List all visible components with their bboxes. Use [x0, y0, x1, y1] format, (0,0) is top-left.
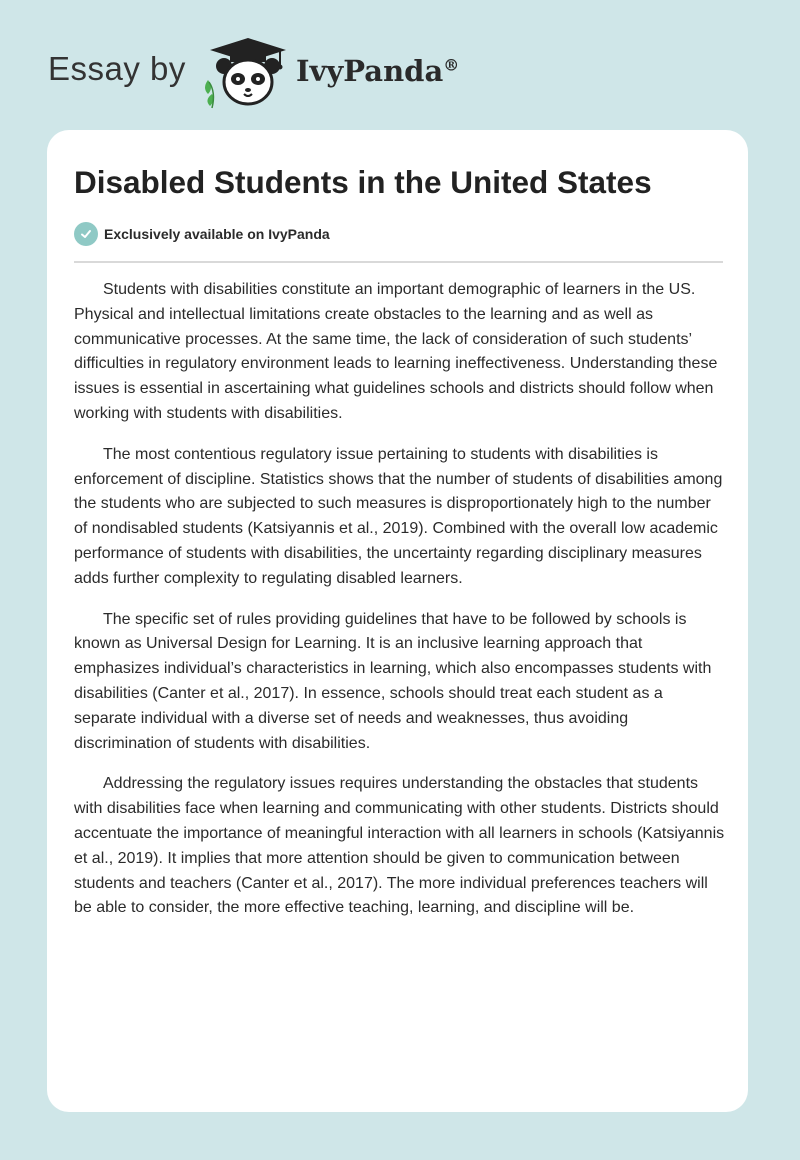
brand-name[interactable]	[296, 54, 459, 88]
ivypanda-logo-icon[interactable]	[200, 36, 292, 110]
registered-mark: ®	[443, 55, 460, 75]
site-header	[0, 0, 800, 120]
paragraph: The specific set of rules providing guidelines that have to be followed by schools is known as Universal Design for Learning. It is an inclusive learning approach that emphasizes individual’s characteristics in learning, which also encompasses students with disabilities (Canter et al., 2017). In essence, schools should treat each student as a separate individual with a diverse set of needs and weaknesses, thus avoiding discrimination of students with disabilities.	[74, 610, 712, 752]
exclusive-badge	[74, 222, 330, 246]
exclusive-badge-label: Exclusively available on IvyPanda	[104, 226, 330, 242]
divider	[74, 261, 723, 263]
essay-body	[74, 278, 726, 937]
page-title: Disabled Students in the United States	[74, 164, 652, 200]
paragraph: Students with disabilities constitute an important demographic of learners in the US. Physical and intellectual limitations create obstacles to the learning and as well as communicative processes. At the same time, the lack of consideration of such students’ difficulties in regulatory environment leads to learning ineffectiveness. Understanding these issues is essential in ascertaining what guidelines schools and districts should follow when working with students with disabilities.	[74, 281, 718, 422]
brand-label: IvyPanda	[296, 54, 444, 88]
paragraph: Addressing the regulatory issues requires understanding the obstacles that students with disabilities face when learning and communicating with other students. Districts should accentuate the importance of meaningful interaction with all learners in schools (Katsiyannis et al., 2019). It implies that more attention should be given to communication between students and teachers (Canter et al., 2017). The more individual preferences teachers will be able to consider, the more effective teaching, learning, and discipline will be.	[74, 775, 725, 917]
paragraph: The most contentious regulatory issue pertaining to students with disabilities is enforcement of discipline. Statistics shows that the number of students of disabilities among the students who are subjected to such measures is disproportionately high to the number of nondisabled students (Katsiyannis et al., 2019). Combined with the overall low academic performance of students with disabilities, the uncertainty regarding disciplinary measures adds further complexity to regulating disabled learners.	[74, 445, 723, 587]
essay-card	[47, 130, 748, 1112]
check-icon	[74, 222, 98, 246]
essay-by-label: Essay by	[48, 50, 186, 87]
